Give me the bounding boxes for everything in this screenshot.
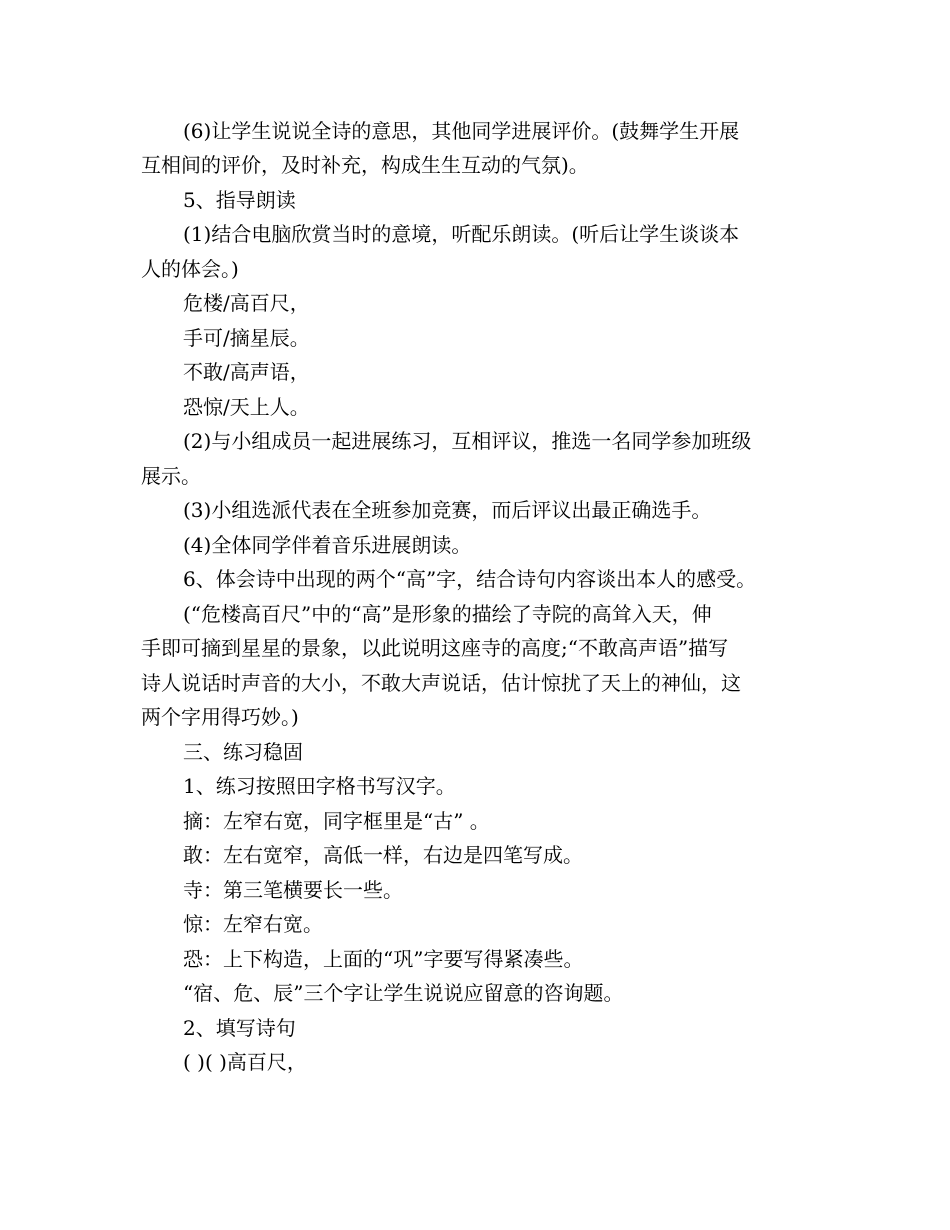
text-line: 人的体会。): [141, 257, 239, 281]
text-line: 5、指导朗读: [183, 188, 296, 212]
text-line: 6、体会诗中出现的两个“高”字，结合诗句内容谈出本人的感受。: [183, 567, 757, 591]
text-line: 展示。: [141, 464, 201, 488]
text-line: 互相间的评价，及时补充，构成生生互动的气氛)。: [141, 153, 589, 177]
poem-line: 恐惊/天上人。: [183, 395, 310, 419]
text-line: 2、填写诗句: [183, 1016, 296, 1040]
text-line: (“危楼高百尺”中的“高”是形象的描绘了寺院的高耸入天，伸: [183, 602, 712, 626]
text-line: 手即可摘到星星的景象，以此说明这座寺的高度;“不敢高声语”描写: [141, 636, 729, 660]
text-line: 敢：左右宽窄，高低一样，右边是四笔写成。: [183, 843, 583, 867]
text-line: “宿、危、辰”三个字让学生说说应留意的咨询题。: [183, 981, 624, 1005]
text-line: (3)小组选派代表在全班参加竞赛，而后评议出最正确选手。: [183, 498, 712, 522]
text-line: 恐：上下构造，上面的“巩”字要写得紧凑些。: [183, 947, 584, 971]
text-line: 1、练习按照田字格书写汉字。: [183, 774, 456, 798]
text-line: (2)与小组成员一起进展练习，互相评议，推选一名同学参加班级: [183, 429, 752, 453]
poem-line: 手可/摘星辰。: [183, 326, 310, 350]
text-line: (4)全体同学伴着音乐进展朗读。: [183, 533, 472, 557]
text-line: (6)让学生说说全诗的意思，其他同学进展评价。(鼓舞学生开展: [183, 119, 740, 143]
text-line: 寺：第三笔横要长一些。: [183, 878, 403, 902]
poem-line: 不敢/高声语，: [183, 360, 310, 384]
text-line: 两个字用得巧妙。): [141, 705, 299, 729]
text-line: 诗人说话时声音的大小，不敢大声说话，估计惊扰了天上的神仙，这: [141, 671, 741, 695]
text-line: 摘：左窄右宽，同字框里是“古” 。: [183, 809, 490, 833]
text-line: 惊：左窄右宽。: [183, 912, 323, 936]
text-line: ( )( )高百尺，: [183, 1050, 307, 1074]
text-line: (1)结合电脑欣赏当时的意境，听配乐朗读。(听后让学生谈谈本: [183, 222, 740, 246]
poem-line: 危楼/高百尺，: [183, 291, 310, 315]
section-heading: 三、练习稳固: [183, 740, 303, 764]
